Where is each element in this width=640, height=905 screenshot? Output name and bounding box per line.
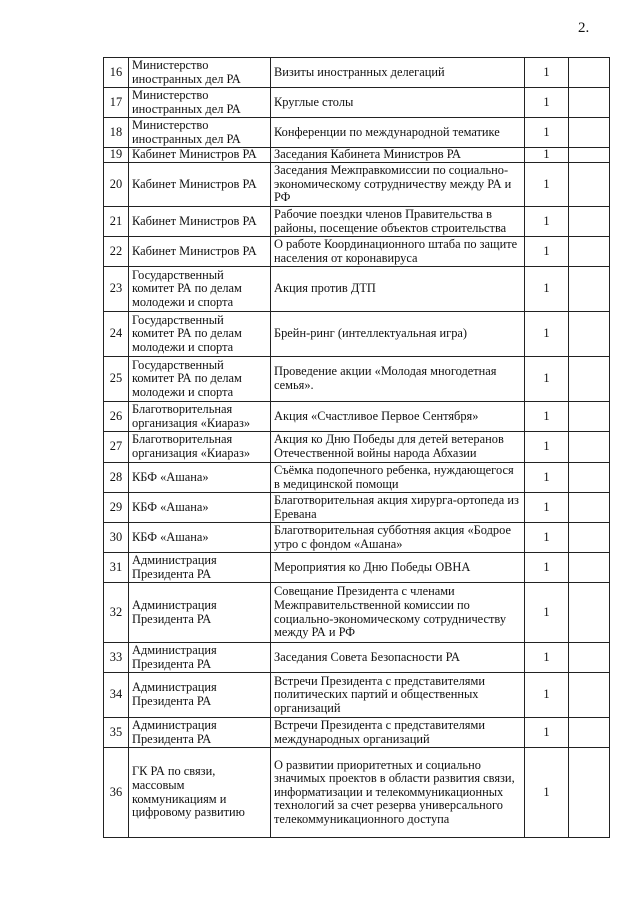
- extra-cell: [569, 402, 610, 432]
- organization-cell: КБФ «Ашана»: [129, 493, 271, 523]
- table-row: [104, 163, 610, 207]
- row-number: 32: [104, 583, 129, 643]
- row-number: 22: [104, 237, 129, 267]
- count-cell: 1: [525, 88, 569, 118]
- row-number: 18: [104, 118, 129, 148]
- organization-cell: Кабинет Министров РА: [129, 207, 271, 237]
- organization-cell: Администрация Президента РА: [129, 673, 271, 718]
- count-cell: 1: [525, 207, 569, 237]
- extra-cell: [569, 58, 610, 88]
- organization-cell: ГК РА по связи, массовым коммуникациям и цифровому развитию: [129, 748, 271, 838]
- count-cell: 1: [525, 718, 569, 748]
- extra-cell: [569, 88, 610, 118]
- extra-cell: [569, 748, 610, 838]
- organization-cell: КБФ «Ашана»: [129, 463, 271, 493]
- row-number: 31: [104, 553, 129, 583]
- count-cell: 1: [525, 432, 569, 463]
- organization-cell: Министерство иностранных дел РА: [129, 118, 271, 148]
- count-cell: 1: [525, 237, 569, 267]
- table-row: [104, 523, 610, 553]
- row-number: 24: [104, 312, 129, 357]
- extra-cell: [569, 357, 610, 402]
- row-number: 17: [104, 88, 129, 118]
- event-cell: Благотворительная акция хирурга-ортопеда из Еревана: [271, 493, 525, 523]
- table-row: [104, 463, 610, 493]
- event-cell: О развитии приоритетных и социально значимых проектов в области развития связи, информатизации и телекоммуникационных технологий за счет резерва универсального телекоммуникационного доступа: [271, 748, 525, 838]
- row-number: 28: [104, 463, 129, 493]
- organization-cell: Благотворительная организация «Киараз»: [129, 402, 271, 432]
- organization-cell: КБФ «Ашана»: [129, 523, 271, 553]
- event-cell: Встречи Президента с представителями международных организаций: [271, 718, 525, 748]
- extra-cell: [569, 163, 610, 207]
- event-cell: Акция против ДТП: [271, 267, 525, 312]
- organization-cell: Администрация Президента РА: [129, 583, 271, 643]
- event-cell: Съёмка подопечного ребенка, нуждающегося в медицинской помощи: [271, 463, 525, 493]
- table-row: [104, 673, 610, 718]
- organization-cell: Администрация Президента РА: [129, 643, 271, 673]
- events-table: [103, 57, 610, 838]
- organization-cell: Министерство иностранных дел РА: [129, 58, 271, 88]
- table-row: [104, 493, 610, 523]
- row-number: 27: [104, 432, 129, 463]
- event-cell: Заседания Совета Безопасности РА: [271, 643, 525, 673]
- count-cell: 1: [525, 163, 569, 207]
- event-cell: Конференции по международной тематике: [271, 118, 525, 148]
- extra-cell: [569, 312, 610, 357]
- extra-cell: [569, 267, 610, 312]
- organization-cell: Государственный комитет РА по делам молодежи и спорта: [129, 357, 271, 402]
- table-row: [104, 402, 610, 432]
- row-number: 34: [104, 673, 129, 718]
- row-number: 26: [104, 402, 129, 432]
- table-row: [104, 58, 610, 88]
- event-cell: Акция «Счастливое Первое Сентября»: [271, 402, 525, 432]
- organization-cell: Администрация Президента РА: [129, 553, 271, 583]
- row-number: 29: [104, 493, 129, 523]
- event-cell: О работе Координационного штаба по защите населения от коронавируса: [271, 237, 525, 267]
- count-cell: 1: [525, 357, 569, 402]
- row-number: 36: [104, 748, 129, 838]
- table-row: [104, 432, 610, 463]
- organization-cell: Министерство иностранных дел РА: [129, 88, 271, 118]
- organization-cell: Государственный комитет РА по делам молодежи и спорта: [129, 312, 271, 357]
- page-number: 2.: [578, 20, 590, 36]
- extra-cell: [569, 207, 610, 237]
- extra-cell: [569, 643, 610, 673]
- extra-cell: [569, 148, 610, 163]
- count-cell: 1: [525, 643, 569, 673]
- row-number: 25: [104, 357, 129, 402]
- count-cell: 1: [525, 148, 569, 163]
- count-cell: 1: [525, 312, 569, 357]
- table-row: [104, 207, 610, 237]
- extra-cell: [569, 583, 610, 643]
- row-number: 35: [104, 718, 129, 748]
- event-cell: Совещание Президента с членами Межправительственной комиссии по социально-экономическому сотрудничеству между РА и РФ: [271, 583, 525, 643]
- event-cell: Акция ко Дню Победы для детей ветеранов Отечественной войны народа Абхазии: [271, 432, 525, 463]
- extra-cell: [569, 463, 610, 493]
- table-row: [104, 237, 610, 267]
- count-cell: 1: [525, 673, 569, 718]
- count-cell: 1: [525, 583, 569, 643]
- organization-cell: Кабинет Министров РА: [129, 148, 271, 163]
- count-cell: 1: [525, 267, 569, 312]
- row-number: 30: [104, 523, 129, 553]
- event-cell: Заседания Кабинета Министров РА: [271, 148, 525, 163]
- table-row: [104, 718, 610, 748]
- event-cell: Круглые столы: [271, 88, 525, 118]
- table-row: [104, 118, 610, 148]
- table-row: [104, 88, 610, 118]
- event-cell: Благотворительная субботняя акция «Бодрое утро с фондом «Ашана»: [271, 523, 525, 553]
- row-number: 20: [104, 163, 129, 207]
- extra-cell: [569, 118, 610, 148]
- extra-cell: [569, 432, 610, 463]
- count-cell: 1: [525, 493, 569, 523]
- table-row: [104, 312, 610, 357]
- row-number: 19: [104, 148, 129, 163]
- event-cell: Визиты иностранных делегаций: [271, 58, 525, 88]
- count-cell: 1: [525, 118, 569, 148]
- event-cell: Брейн-ринг (интеллектуальная игра): [271, 312, 525, 357]
- extra-cell: [569, 673, 610, 718]
- extra-cell: [569, 523, 610, 553]
- count-cell: 1: [525, 402, 569, 432]
- organization-cell: Кабинет Министров РА: [129, 163, 271, 207]
- count-cell: 1: [525, 748, 569, 838]
- organization-cell: Государственный комитет РА по делам молодежи и спорта: [129, 267, 271, 312]
- organization-cell: Кабинет Министров РА: [129, 237, 271, 267]
- organization-cell: Администрация Президента РА: [129, 718, 271, 748]
- event-cell: Рабочие поездки членов Правительства в районы, посещение объектов строительства: [271, 207, 525, 237]
- events-table-body: [104, 58, 610, 838]
- extra-cell: [569, 493, 610, 523]
- event-cell: Мероприятия ко Дню Победы ОВНА: [271, 553, 525, 583]
- event-cell: Проведение акции «Молодая многодетная семья».: [271, 357, 525, 402]
- row-number: 23: [104, 267, 129, 312]
- count-cell: 1: [525, 523, 569, 553]
- extra-cell: [569, 237, 610, 267]
- count-cell: 1: [525, 58, 569, 88]
- count-cell: 1: [525, 463, 569, 493]
- table-row: [104, 357, 610, 402]
- row-number: 33: [104, 643, 129, 673]
- row-number: 16: [104, 58, 129, 88]
- event-cell: Встречи Президента с представителями политических партий и общественных организаций: [271, 673, 525, 718]
- extra-cell: [569, 718, 610, 748]
- row-number: 21: [104, 207, 129, 237]
- organization-cell: Благотворительная организация «Киараз»: [129, 432, 271, 463]
- table-row: [104, 583, 610, 643]
- event-cell: Заседания Межправкомиссии по социально-экономическому сотрудничеству между РА и РФ: [271, 163, 525, 207]
- table-row: [104, 267, 610, 312]
- count-cell: 1: [525, 553, 569, 583]
- table-row: [104, 643, 610, 673]
- table-row: [104, 553, 610, 583]
- table-row: [104, 748, 610, 838]
- extra-cell: [569, 553, 610, 583]
- table-row: [104, 148, 610, 163]
